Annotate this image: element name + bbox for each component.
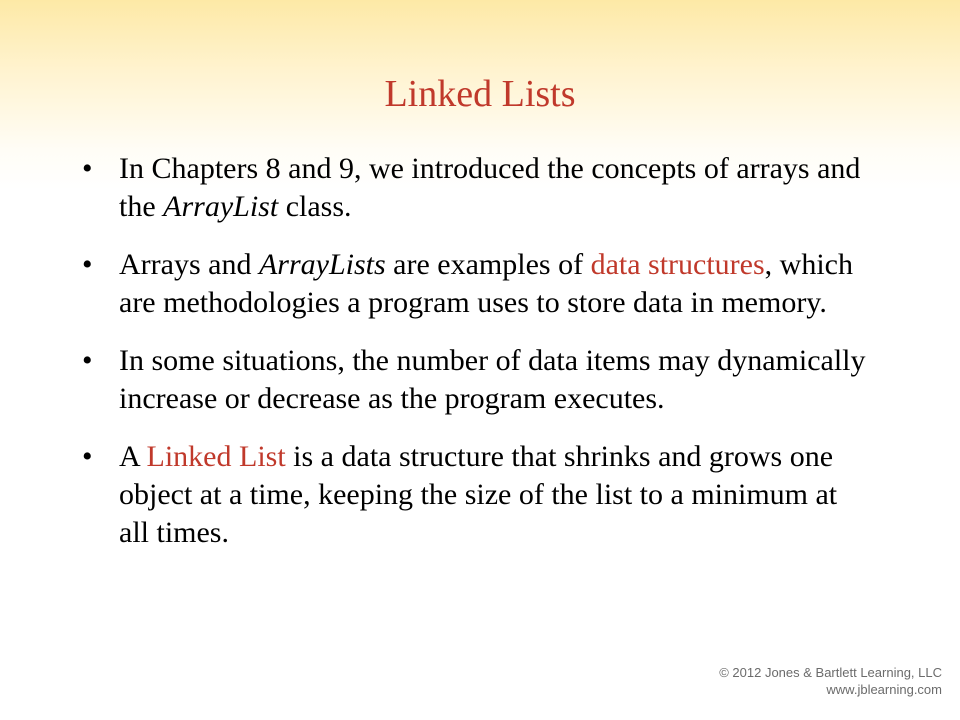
bullet-dot-icon: • [82, 152, 93, 185]
bullet-item [72, 438, 872, 552]
bullet-emphasis: ArrayLists [258, 248, 386, 281]
footer-website: www.jblearning.com [826, 682, 942, 697]
bullet-list [72, 150, 872, 572]
bullet-highlight: data structures [590, 248, 765, 281]
bullet-item [72, 246, 872, 322]
bullet-dot-icon: • [82, 248, 93, 281]
bullet-text: A [119, 440, 147, 473]
bullet-item [72, 150, 872, 226]
bullet-text: is a data structure that shrinks and grows one object at a time, keeping the size of the list to a minimum at all times. [119, 440, 838, 549]
footer-credit [642, 664, 942, 698]
bullet-text: , which are methodologies a program uses to store data in memory. [119, 248, 853, 319]
bullet-text: Arrays and [119, 248, 259, 281]
bullet-text: In some situations, the number of data items may dynamically increase or decrease as the program executes. [119, 344, 866, 415]
bullet-dot-icon: • [82, 344, 93, 377]
bullet-highlight: Linked List [146, 440, 286, 473]
bullet-text: class. [278, 190, 352, 223]
footer-copyright: © 2012 Jones & Bartlett Learning, LLC [719, 665, 942, 680]
bullet-text: In Chapters 8 and 9, we introduced the concepts of arrays and the [119, 152, 861, 223]
bullet-dot-icon: • [82, 440, 93, 473]
bullet-item [72, 342, 872, 418]
bullet-text: are examples of [385, 248, 591, 281]
slide-title: Linked Lists [384, 73, 576, 115]
bullet-emphasis: ArrayList [163, 190, 279, 223]
